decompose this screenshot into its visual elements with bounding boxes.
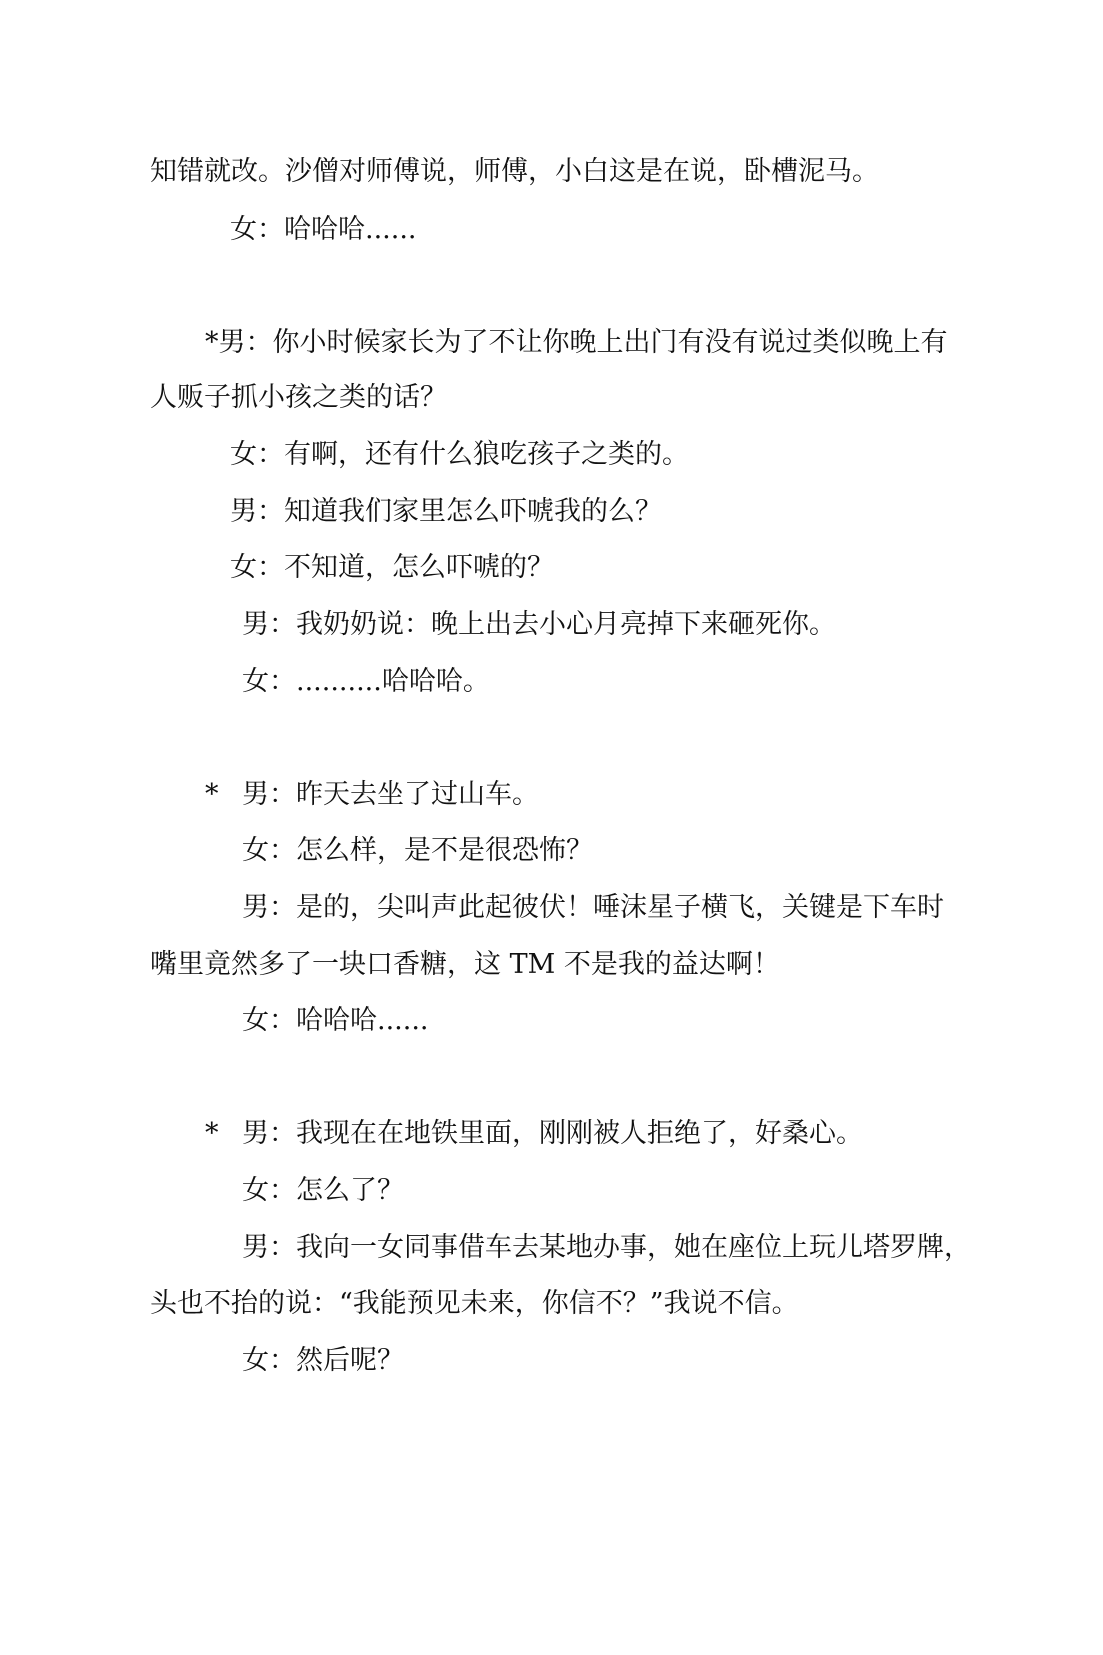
paragraph-line: 人贩子抓小孩之类的话？: [150, 382, 447, 413]
dialogue-line: 女：然后呢？: [242, 1345, 404, 1376]
dialogue-line: 男：昨天去坐了过山车。: [242, 779, 539, 810]
dialogue-line: 女：不知道，怎么吓唬的？: [230, 552, 554, 583]
dialogue-line: 男：我奶奶说：晚上出去小心月亮掉下来砸死你。: [242, 609, 836, 640]
section-marker: *: [205, 779, 219, 810]
paragraph-line: 知错就改。沙僧对师傅说，师傅，小白这是在说，卧槽泥马。: [150, 156, 879, 187]
dialogue-line: *男：你小时候家长为了不让你晚上出门有没有说过类似晚上有: [205, 327, 948, 358]
dialogue-line: 女：怎么了？: [242, 1175, 404, 1206]
dialogue-line: 女：哈哈哈......: [230, 214, 417, 245]
dialogue-line: 男：我向一女同事借车去某地办事，她在座位上玩儿塔罗牌，: [242, 1232, 971, 1263]
dialogue-line: 女：怎么样，是不是很恐怖？: [242, 835, 593, 866]
dialogue-line: 女：哈哈哈......: [242, 1005, 429, 1036]
dialogue-line: 女：..........哈哈哈。: [242, 666, 490, 697]
section-marker: *: [205, 1118, 219, 1149]
paragraph-line: 嘴里竟然多了一块口香糖，这 TM 不是我的益达啊！: [150, 949, 780, 980]
dialogue-line: 男：我现在在地铁里面，刚刚被人拒绝了，好桑心。: [242, 1118, 863, 1149]
paragraph-line: 头也不抬的说：“我能预见未来，你信不？”我说不信。: [150, 1288, 799, 1319]
dialogue-line: 女：有啊，还有什么狼吃孩子之类的。: [230, 439, 689, 470]
dialogue-line: 男：知道我们家里怎么吓唬我的么？: [230, 496, 662, 527]
dialogue-line: 男：是的，尖叫声此起彼伏！唾沫星子横飞，关键是下车时: [242, 892, 944, 923]
